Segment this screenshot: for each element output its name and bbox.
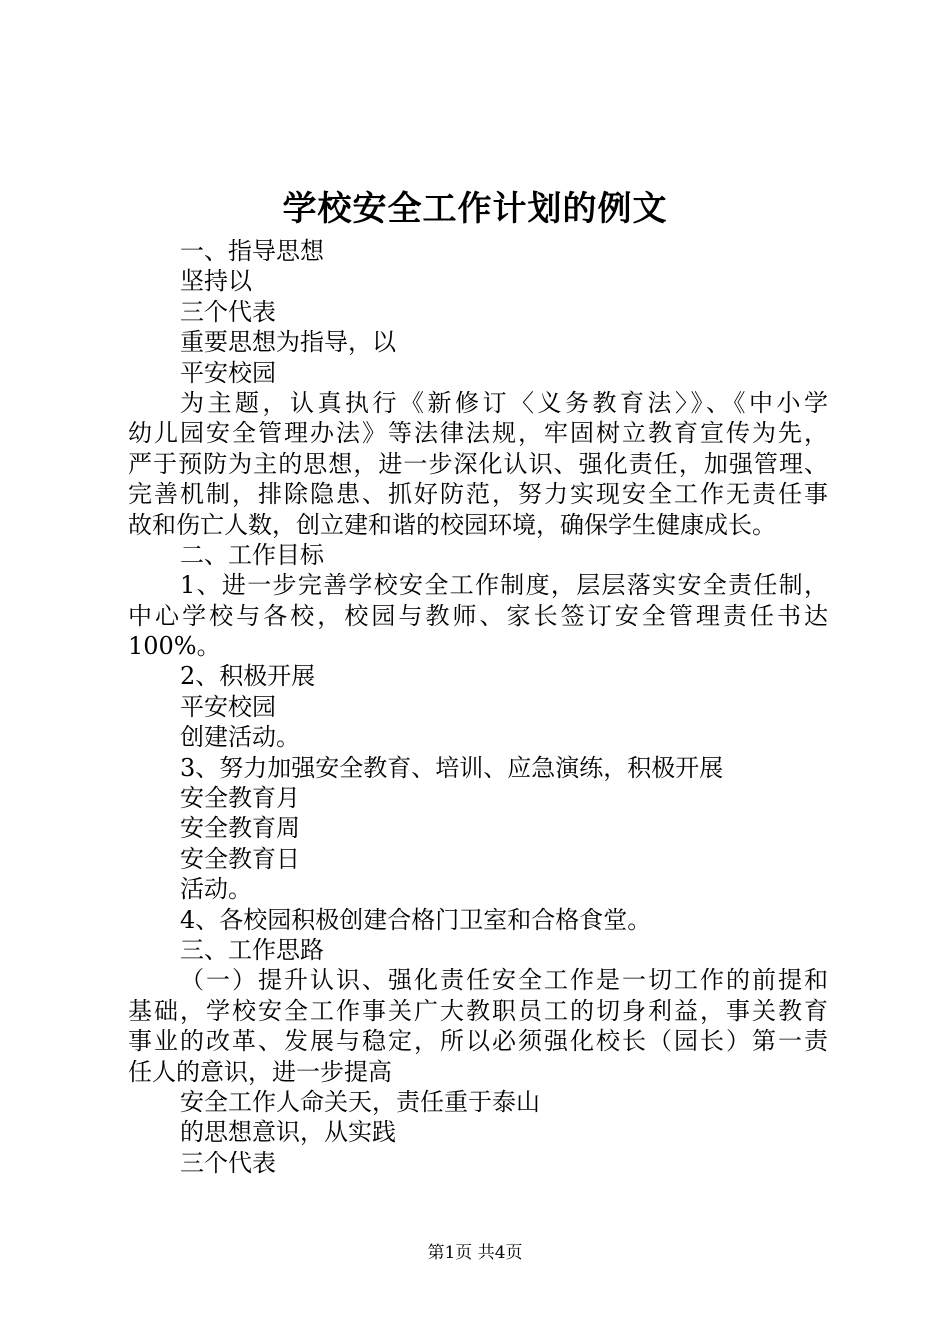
text-line: 严于预防为主的思想，进一步深化认识、强化责任，加强管理、	[128, 449, 828, 478]
document-title: 学校安全工作计划的例文	[282, 189, 668, 229]
text-line: （一）提升认识、强化责任安全工作是一切工作的前提和	[180, 966, 828, 995]
text-line: 创建活动。	[180, 723, 300, 752]
text-line: 安全教育月	[180, 784, 300, 813]
text-line: 4、各校园积极创建合格门卫室和合格食堂。	[180, 905, 652, 934]
text-line: 为主题，认真执行《新修订〈义务教育法〉》、《中小学	[180, 388, 828, 417]
text-line: 重要思想为指导，以	[180, 328, 396, 357]
text-line: 三、工作思路	[180, 935, 324, 964]
text-line: 1、进一步完善学校安全工作制度，层层落实安全责任制，	[180, 571, 828, 600]
text-line: 活动。	[180, 875, 252, 904]
text-line: 事业的改革、发展与稳定，所以必须强化校长（园长）第一责	[128, 1027, 828, 1056]
text-line: 安全工作人命关天，责任重于泰山	[180, 1087, 540, 1116]
text-line: 2、积极开展	[180, 662, 316, 691]
text-line: 100%。	[128, 632, 221, 661]
text-line: 任人的意识，进一步提高	[128, 1057, 392, 1086]
text-line: 基础，学校安全工作事关广大教职员工的切身利益，事关教育	[128, 996, 828, 1025]
text-line: 中心学校与各校，校园与教师、家长签订安全管理责任书达	[128, 601, 828, 630]
text-line: 二、工作目标	[180, 540, 324, 569]
text-line: 安全教育日	[180, 844, 300, 873]
document-body	[128, 236, 828, 1178]
page-footer: 第1页 共4页	[427, 1243, 523, 1263]
text-line: 一、指导思想	[180, 237, 324, 265]
text-line: 完善机制，排除隐患、抓好防范，努力实现安全工作无责任事	[128, 480, 828, 509]
text-line: 三个代表	[180, 1148, 276, 1177]
text-line: 坚持以	[180, 267, 252, 296]
text-line: 的思想意识，从实践	[180, 1118, 396, 1147]
text-line: 幼儿园安全管理办法》等法律法规，牢固树立教育宣传为先，	[128, 419, 828, 448]
text-line: 故和伤亡人数，创立建和谐的校园环境，确保学生健康成长。	[128, 510, 776, 539]
text-line: 3、努力加强安全教育、培训、应急演练，积极开展	[180, 753, 724, 782]
text-line: 三个代表	[180, 297, 276, 326]
text-line: 平安校园	[180, 692, 276, 721]
text-line: 平安校园	[180, 358, 276, 387]
text-line: 安全教育周	[180, 814, 300, 843]
